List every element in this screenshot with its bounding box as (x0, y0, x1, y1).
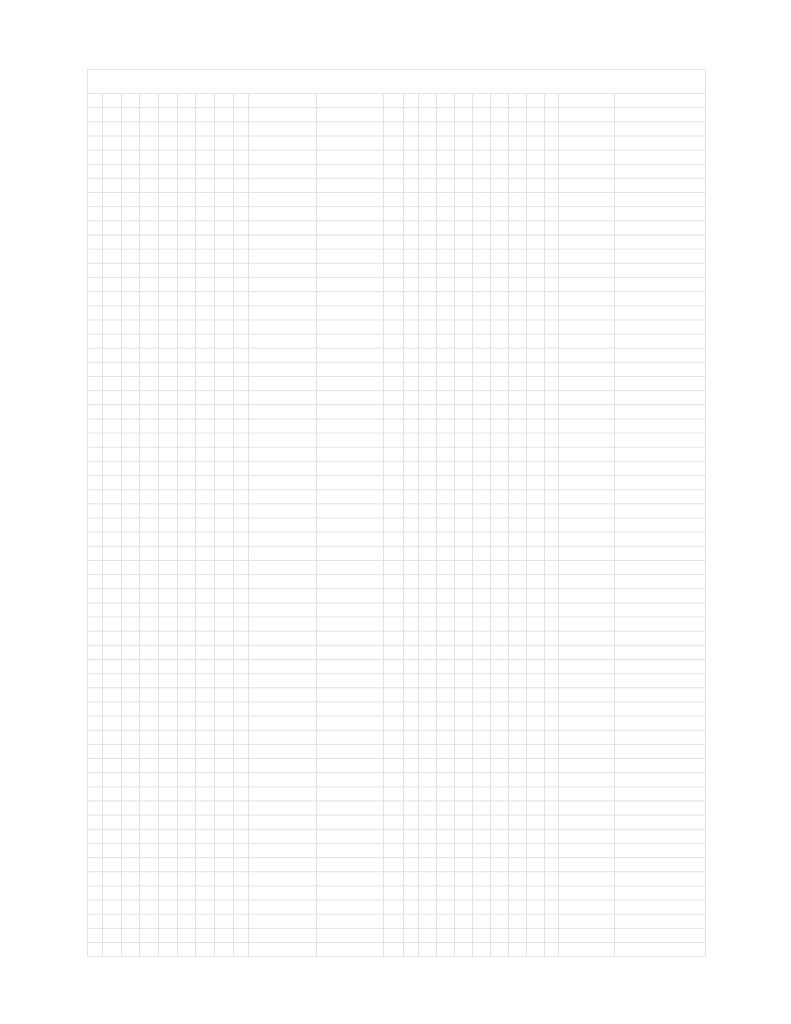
page-title (200, 69, 576, 93)
